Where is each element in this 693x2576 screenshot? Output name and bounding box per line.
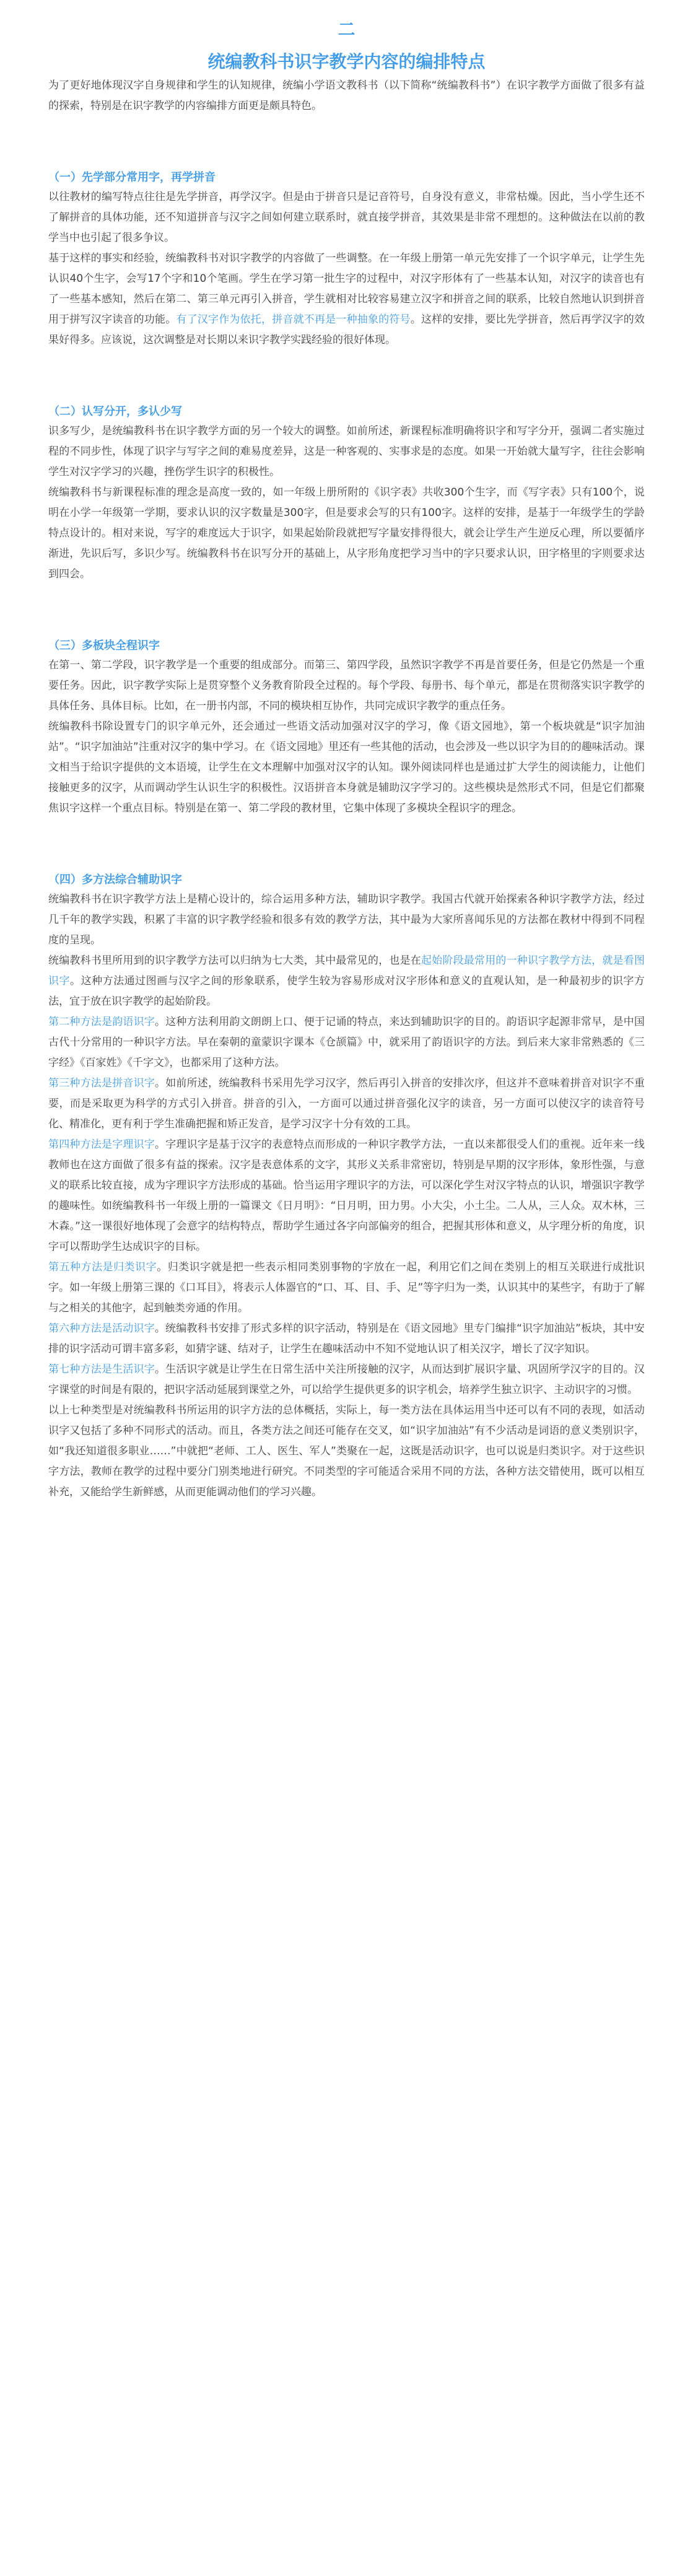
section-4-paragraph-2 <box>48 951 645 1012</box>
text-run: 。这样的安排，要比先学拼音，然后再学汉字的效果好得多。应该说，这次调整是对长期以来识字教学实践经验的很好体现。 <box>48 313 645 346</box>
text-run: 。归类识字就是把一些表示相同类别事物的字放在一起，利用它们之间在类别上的相互关联进行成批识字。如一年级上册第三课的《口耳目》，将表示人体器官的“口、耳、目、手、足”等字归为一类，认识其中的某些字，有助于了解与之相关的其他字，起到触类旁通的作用。 <box>48 1261 645 1314</box>
highlighted-phrase: 起始阶段最常用的一种识字教学方法，就是看图识字 <box>48 954 645 987</box>
summary-paragraph: 以上七种类型是对统编教科书所运用的识字方法的总体概括，实际上，每一类方法在具体运用当中还可以有不同的表现，如活动识字又包括了多种不同形式的活动。而且，各类方法之间还可能存在交叉，如“识字加油站”有不少活动是词语的意义类别识字，如“我还知道很多职业……”中就把“老师、工人、医生、军人”类聚在一起，这既是活动识字，也可以说是归类识字。对于这些识字方法，教师在教学的过程中要分门别类地进行研究。不同类型的字可能适合采用不同的方法，各种方法交错使用，既可以相互补充，又能给学生新鲜感，从而更能调动他们的学习兴趣。 <box>48 1404 645 1498</box>
method-6-paragraph <box>48 1319 645 1360</box>
article-header <box>0 17 693 76</box>
section-heading-4: （四）多方法综合辅助识字 <box>48 873 182 886</box>
section-1-paragraph-1: 以往教材的编写特点往往是先学拼音，再学汉字。但是由于拼音只是记音符号，自身没有意义，非常枯燥。因此，当小学生还不了解拼音的具体功能，还不知道拼音与汉字之间如何建立联系时，就直接学拼音，其效果是非常不理想的。这种做法在以前的教学当中也引起了很多争议。 <box>48 191 645 244</box>
method-2-paragraph <box>48 1012 645 1073</box>
intro-paragraph: 为了更好地体现汉字自身规律和学生的认知规律，统编小学语文教科书（以下简称“统编教科书”）在识字教学方面做了很多有益的探索，特别是在识字教学的内容编排方面更是颇具特色。 <box>48 79 645 112</box>
text-run: 基于这样的事实和经验，统编教科书对识字教学的内容做了一些调整。在一年级上册第一单元先安排了一个识字单元，让学生先认识40个生字，会写17个字和10个笔画。学生在学习第一批生字的过程中，对汉字形体有了一些基本认知，对汉字的读音也有了一些基本感知，然后在第二、第三单元再引入拼音，学生就相对比较容易建立汉字和拼音之间的联系，比较自然地认识到拼音用于拼写汉字读音的功能。 <box>48 252 645 326</box>
section-heading-1: （一）先学部分常用字，再学拼音 <box>48 171 216 184</box>
text-run: 。这种方法利用韵文朗朗上口、便于记诵的特点，来达到辅助识字的目的。韵语识字起源非常早，是中国古代十分常用的一种识字方法。早在秦朝的童蒙识字课本《仓颉篇》中，就采用了韵语识字的方法。到后来大家非常熟悉的《三字经》《百家姓》《千字文》，也都采用了这种方法。 <box>48 1016 645 1069</box>
section-2-paragraph-2: 统编教科书与新课程标准的理念是高度一致的，如一年级上册所附的《识字表》共收300个生字，而《写字表》只有100个，说明在小学一年级第一学期，要求认识的汉字数量是300字，但是要求会写的只有100字。这样的安排，是基于一年级学生的学龄特点设计的。相对来说，写字的难度远大于识字，如果起始阶段就把写字量安排得很大，就会让学生产生逆反心理，所以要循序渐进，先识后写，多识少写。统编教科书在识写分开的基础上，从字形角度把学习当中的字只要求认识，田字格里的字则要求达到四会。 <box>48 486 645 580</box>
method-label: 第二种方法是韵语识字 <box>48 1016 155 1028</box>
method-label: 第六种方法是活动识字 <box>48 1322 155 1335</box>
method-5-paragraph <box>48 1257 645 1319</box>
text-run: 。统编教科书安排了形式多样的识字活动，特别是在《语文园地》里专门编排“识字加油站”板块，其中安排的识字活动可谓丰富多彩，如猜字谜、结对子，让学生在趣味活动中不知不觉地认识了相关汉字，增长了汉字知识。 <box>48 1322 645 1355</box>
text-run: 统编教科书里所用到的识字教学方法可以归纳为七大类，其中最常见的，也是在 <box>48 954 421 967</box>
text-run: 。这种方法通过图画与汉字之间的形象联系，使学生较为容易形成对汉字形体和意义的直观认知，是一种最初步的识字方法，宜于放在识字教学的起始阶段。 <box>48 975 645 1008</box>
section-4-paragraph-1: 统编教科书在识字教学方法上是精心设计的，综合运用多种方法，辅助识字教学。我国古代就开始探索各种识字教学方法，经过几千年的教学实践，积累了丰富的识字教学经验和很多有效的教学方法，其中最为大家所喜闻乐见的方法都在教材中得到不同程度的呈现。 <box>48 893 645 946</box>
method-4-paragraph <box>48 1135 645 1257</box>
text-run: 。如前所述，统编教科书采用先学习汉字，然后再引入拼音的安排次序，但这并不意味着拼音对识字不重要，而是采取更为科学的方式引入拼音。拼音的引入，一方面可以通过拼音强化汉字的读音，另一方面可以使汉字的读音符号化、精准化，更有利于学生准确把握和矫正发音，是学习汉字十分有效的工具。 <box>48 1077 645 1130</box>
method-label: 第七种方法是生活识字 <box>48 1363 155 1376</box>
method-7-paragraph <box>48 1360 645 1400</box>
section-heading-3: （三）多板块全程识字 <box>48 639 160 652</box>
article-body <box>0 76 693 1527</box>
section-1-paragraph-2 <box>48 248 645 351</box>
section-number: 二 <box>338 19 355 40</box>
section-2-paragraph-1: 识多写少，是统编教科书在识字教学方面的另一个较大的调整。如前所述，新课程标准明确将识字和写字分开，强调二者实施过程的不同步性，体现了识字与写字之间的难易度差异，这是一种客观的、实事求是的态度。如果一开始就大量写字，往往会影响学生对汉字学习的兴趣，挫伤学生识字的积极性。 <box>48 425 645 478</box>
highlighted-phrase: 有了汉字作为依托，拼音就不再是一种抽象的符号 <box>176 313 411 326</box>
section-heading-2: （二）认写分开，多认少写 <box>48 405 182 418</box>
method-label: 第三种方法是拼音识字 <box>48 1077 155 1089</box>
section-3-paragraph-2: 统编教科书除设置专门的识字单元外，还会通过一些语文活动加强对汉字的学习，像《语文园地》，第一个板块就是“识字加油站”。“识字加油站”注重对汉字的集中学习。在《语文园地》里还有一些其他的活动，也会涉及一些以识字为目的的趣味活动。课文相当于给识字提供的文本语境，让学生在文本理解中加强对汉字的认知。课外阅读同样也是通过扩大学生的阅读能力，让他们接触更多的汉字，从而调动学生认识生字的积极性。汉语拼音本身就是辅助汉字学习的。这些模块是然形式不同，但是它们都聚焦识字这样一个重点目标。特别是在第一、第二学段的教材里，它集中体现了多模块全程识字的理念。 <box>48 720 645 814</box>
article-title: 统编教科书识字教学内容的编排特点 <box>207 51 486 72</box>
method-label: 第四种方法是字理识字 <box>48 1138 155 1151</box>
text-run: 。生活识字就是让学生在日常生活中关注所接触的汉字，从而达到扩展识字量、巩固所学汉字的目的。汉字课堂的时间是有限的，把识字活动延展到课堂之外，可以给学生提供更多的识字机会，培养学生独立识字、主动识字的习惯。 <box>48 1363 645 1396</box>
method-label: 第五种方法是归类识字 <box>48 1261 157 1273</box>
section-3-paragraph-1: 在第一、第二学段，识字教学是一个重要的组成部分。而第三、第四学段，虽然识字教学不再是首要任务，但是它仍然是一个重要任务。因此，识字教学实际上是贯穿整个义务教育阶段全过程的。每个学段、每册书、每个单元，都是在贯彻落实识字教学的具体任务、具体目标。比如，在一册书内部，不同的模块相互协作，共同完成识字教学的重点任务。 <box>48 659 645 712</box>
method-3-paragraph <box>48 1073 645 1135</box>
text-run: 。字理识字是基于汉字的表意特点而形成的一种识字教学方法，一直以来都很受人们的重视。近年来一线教师也在这方面做了很多有益的探索。汉字是表意体系的文字，其形义关系非常密切，特别是早期的汉字形体，象形性强，与意义的联系比较直接，成为字理识字方法形成的基础。恰当运用字理识字的方法，可以深化学生对汉字特点的认识，增强识字教学的趣味性。如统编教科书一年级上册的一篇课文《日月明》：“日月明，田力男。小大尖，小土尘。二人从，三人众。双木林，三木森。”这一课很好地体现了会意字的结构特点，帮助学生通过各字向部偏旁的组合，把握其形体和意义，从字理分析的角度，识字可以帮助学生达成识字的目标。 <box>48 1138 645 1253</box>
